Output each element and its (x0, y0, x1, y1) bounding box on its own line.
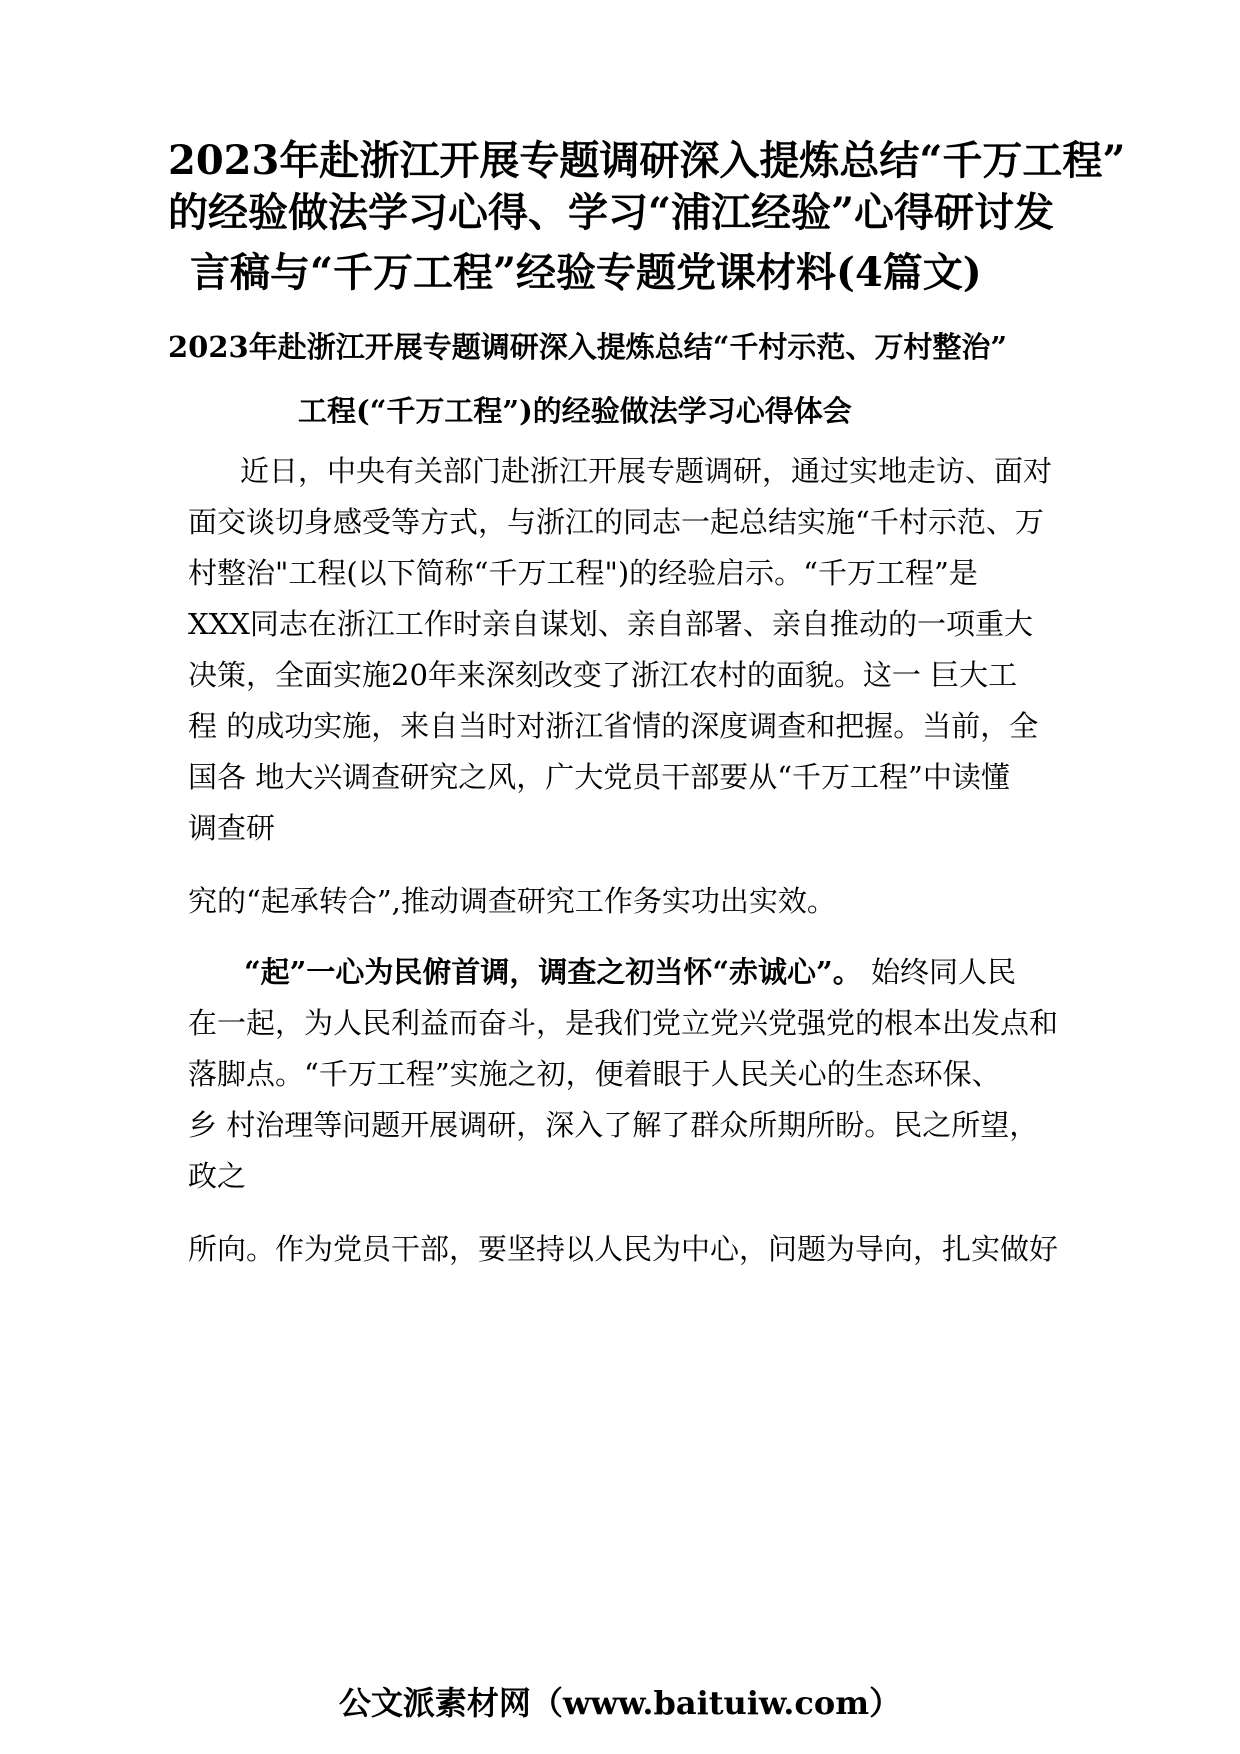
body-para4-line: 所向。作为党员干部，要坚持以人民为中心，问题为导向，扎实做好 (188, 1232, 1059, 1266)
body-para1-line-5: 决策，全面实施20年来深刻改变了浙江农村的面貌。这一 巨大工 (188, 658, 1018, 692)
body-para3-line-4: 乡 村治理等问题开展调研，深入了解了群众所期所盼。民之所望， (188, 1108, 1039, 1142)
body-para3-line-1 (244, 953, 1016, 991)
body-para1-line-1: 近日，中央有关部门赴浙江开展专题调研，通过实地走访、面对 (240, 454, 1053, 488)
title-line-3: 言稿与“千万工程”经验专题党课材料(4篇文) (190, 249, 982, 296)
body-para3-line-5: 政之 (188, 1159, 247, 1193)
body-para1-line-2: 面交谈切身感受等方式，与浙江的同志一起总结实施“千村示范、万 (188, 505, 1044, 539)
body-para1-line-4: XXX同志在浙江工作时亲自谋划、亲自部署、亲自推动的一项重大 (188, 607, 1033, 641)
body-para1-line-6: 程 的成功实施，来自当时对浙江省情的深度调查和把握。当前，全 (188, 709, 1039, 743)
body-para3-line-3: 落脚点。“千万工程”实施之初，便着眼于人民关心的生态环保、 (188, 1057, 1001, 1091)
body-para3-line-2: 在一起，为人民利益而奋斗，是我们党立党兴党强党的根本出发点和 (188, 1006, 1059, 1040)
title-line-2: 的经验做法学习心得、学习“浦江经验”心得研讨发 (168, 189, 1055, 236)
title-line-1: 2023年赴浙江开展专题调研深入提炼总结“千万工程” (168, 137, 1126, 184)
body-para1-line-3: 村整治"工程(以下简称“千万工程")的经验启示。“千万工程”是 (188, 556, 978, 590)
body-para2-line: 究的“起承转合”,推动调查研究工作务实功出实效。 (188, 884, 836, 918)
subtitle-line-1: 2023年赴浙江开展专题调研深入提炼总结“千村示范、万村整治” (168, 330, 1008, 364)
body-para1-line-8: 调查研 (188, 811, 276, 845)
para3-bold-lead: “起”一心为民俯首调，调查之初当怀“赤诚心”。 (244, 955, 862, 989)
footer-watermark: 公文派素材网（www.baituiw.com） (338, 1684, 902, 1722)
para3-first-rest: 始终同人民 (861, 955, 1016, 989)
body-para1-line-7: 国各 地大兴调查研究之风，广大党员干部要从“千万工程”中读懂 (188, 760, 1010, 794)
subtitle-line-2: 工程(“千万工程”)的经验做法学习心得体会 (298, 394, 852, 428)
